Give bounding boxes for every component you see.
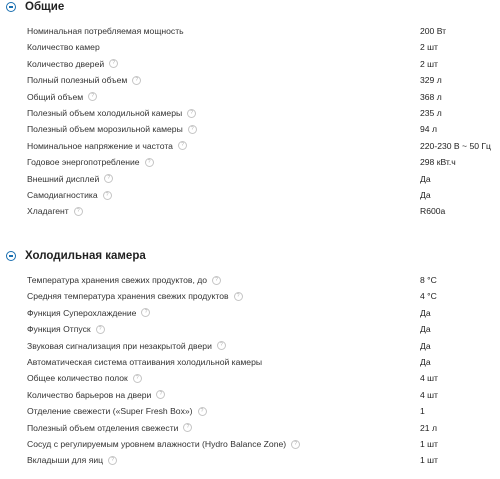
spec-row: [0, 420, 500, 436]
info-icon[interactable]: ?: [96, 325, 105, 334]
spec-label: [27, 121, 197, 137]
spec-value: 1 шт: [420, 439, 438, 449]
info-icon[interactable]: ?: [145, 158, 154, 167]
spec-row: [0, 387, 500, 403]
info-icon[interactable]: ?: [104, 174, 113, 183]
spec-label: [27, 436, 300, 452]
spec-value: Да: [420, 324, 431, 335]
spec-label-text: Отделение свежести («Super Fresh Box»): [27, 406, 193, 417]
spec-value: Да: [420, 357, 431, 367]
spec-label: [27, 89, 97, 105]
spec-row: [0, 321, 500, 337]
spec-row: [0, 138, 500, 154]
spec-label: [27, 305, 150, 321]
spec-row: [0, 436, 500, 452]
spec-row: [0, 121, 500, 137]
spec-row: [0, 288, 500, 304]
spec-value: 235 л: [420, 108, 442, 118]
spec-row: [0, 187, 500, 203]
spec-label-text: Средняя температура хранения свежих продуктов: [27, 291, 229, 302]
spec-value: 94 л: [420, 124, 437, 135]
spec-row: [0, 354, 500, 370]
spec-value: 4 °C: [420, 291, 437, 302]
spec-value: 368 л: [420, 91, 442, 102]
spec-label-text: Хладагент: [27, 206, 69, 217]
spec-label: [27, 338, 226, 354]
info-icon[interactable]: ?: [88, 92, 97, 101]
spec-label-text: Температура хранения свежих продуктов, до: [27, 275, 208, 285]
spec-label-text: Самодиагностика: [27, 190, 98, 200]
spec-label: [27, 154, 154, 170]
info-icon[interactable]: ?: [133, 374, 142, 383]
spec-label-text: Автоматическая система оттаивания холодильной камеры: [27, 357, 263, 367]
spec-label-text: Полезный объем отделения свежести: [27, 422, 179, 433]
spec-row: [0, 105, 500, 121]
spec-label-text: Общее количество полок: [27, 373, 128, 384]
spec-value: Да: [420, 190, 431, 200]
spec-label: [27, 288, 243, 304]
spec-value: Да: [420, 307, 431, 318]
spec-label: [27, 420, 192, 436]
spec-label-text: Количество барьеров на двери: [27, 389, 152, 400]
spec-label: [27, 452, 117, 468]
info-icon[interactable]: ?: [141, 308, 150, 317]
spec-label-text: Сосуд с регулируемым уровнем влажности (Hydro Balance Zone): [27, 439, 287, 449]
spec-value: 200 Вт: [420, 26, 447, 36]
spec-row: [0, 338, 500, 354]
spec-row: [0, 272, 500, 288]
spec-row: [0, 56, 500, 72]
spec-label-text: Общий объем: [27, 91, 84, 102]
spec-label: [27, 203, 83, 219]
spec-label-text: Годовое энергопотребление: [27, 157, 140, 168]
spec-label-text: Полный полезный объем: [27, 75, 128, 86]
spec-label: [27, 321, 105, 337]
info-icon[interactable]: ?: [74, 207, 83, 216]
spec-label-text: Количество камер: [27, 42, 100, 53]
spec-row: [0, 89, 500, 105]
spec-label-text: Номинальное напряжение и частота: [27, 140, 173, 151]
section-header[interactable]: [6, 0, 64, 14]
spec-label: [27, 105, 196, 121]
spec-value: 2 шт: [420, 58, 438, 69]
spec-value: 1 шт: [420, 455, 438, 466]
spec-label: [27, 187, 112, 203]
info-icon[interactable]: ?: [187, 109, 196, 118]
spec-value: 2 шт: [420, 42, 438, 53]
info-icon[interactable]: ?: [212, 276, 221, 285]
spec-label: [27, 272, 221, 288]
spec-row: [0, 39, 500, 55]
spec-value: 21 л: [420, 422, 437, 433]
info-icon[interactable]: ?: [132, 76, 141, 85]
info-icon[interactable]: ?: [108, 456, 117, 465]
spec-row: [0, 203, 500, 219]
spec-label: [27, 354, 262, 370]
spec-value: R600a: [420, 206, 446, 217]
spec-label-text: Полезный объем холодильной камеры: [27, 108, 183, 118]
spec-row: [0, 370, 500, 386]
info-icon[interactable]: ?: [217, 341, 226, 350]
spec-label: [27, 138, 187, 154]
spec-row: [0, 154, 500, 170]
info-icon[interactable]: ?: [183, 423, 192, 432]
spec-label-text: Функция Отпуск: [27, 324, 91, 335]
spec-label: [27, 56, 118, 72]
spec-row: [0, 23, 500, 39]
spec-label-text: Функция Суперохлаждение: [27, 307, 137, 318]
collapse-minus-icon[interactable]: [6, 251, 16, 261]
spec-value: 4 шт: [420, 389, 438, 400]
spec-label: [27, 171, 113, 187]
spec-row: [0, 72, 500, 88]
spec-label: [27, 403, 207, 419]
info-icon[interactable]: ?: [109, 59, 118, 68]
spec-row: [0, 171, 500, 187]
info-icon[interactable]: ?: [234, 292, 243, 301]
spec-value: 220-230 В ~ 50 Гц: [420, 140, 491, 151]
spec-row: [0, 403, 500, 419]
spec-row: [0, 452, 500, 468]
spec-value: 298 кВт.ч: [420, 157, 456, 168]
spec-label-text: Звуковая сигнализация при незакрытой двери: [27, 340, 212, 351]
spec-value: 4 шт: [420, 373, 438, 384]
spec-label: [27, 23, 184, 39]
spec-label-text: Вкладыши для яиц: [27, 455, 104, 466]
spec-label-text: Номинальная потребляемая мощность: [27, 26, 184, 36]
section-title: Общие: [25, 1, 65, 13]
section-header[interactable]: [6, 249, 146, 263]
section-title: Холодильная камера: [25, 250, 146, 262]
spec-value: 1: [420, 406, 425, 417]
spec-label-text: Количество дверей: [27, 58, 105, 69]
spec-label-text: Полезный объем морозильной камеры: [27, 124, 183, 135]
spec-label-text: Внешний дисплей: [27, 173, 100, 184]
spec-row: [0, 305, 500, 321]
spec-label: [27, 387, 165, 403]
spec-value: Да: [420, 173, 431, 184]
info-icon[interactable]: ?: [188, 125, 197, 134]
info-icon[interactable]: ?: [103, 191, 112, 200]
spec-label: [27, 39, 100, 55]
collapse-minus-icon[interactable]: [6, 2, 16, 12]
info-icon[interactable]: ?: [198, 407, 207, 416]
spec-label: [27, 370, 142, 386]
spec-value: Да: [420, 340, 431, 351]
spec-value: 329 л: [420, 75, 442, 86]
info-icon[interactable]: ?: [291, 440, 300, 449]
info-icon[interactable]: ?: [156, 390, 165, 399]
spec-value: 8 °C: [420, 275, 437, 285]
info-icon[interactable]: ?: [178, 141, 187, 150]
spec-label: [27, 72, 141, 88]
